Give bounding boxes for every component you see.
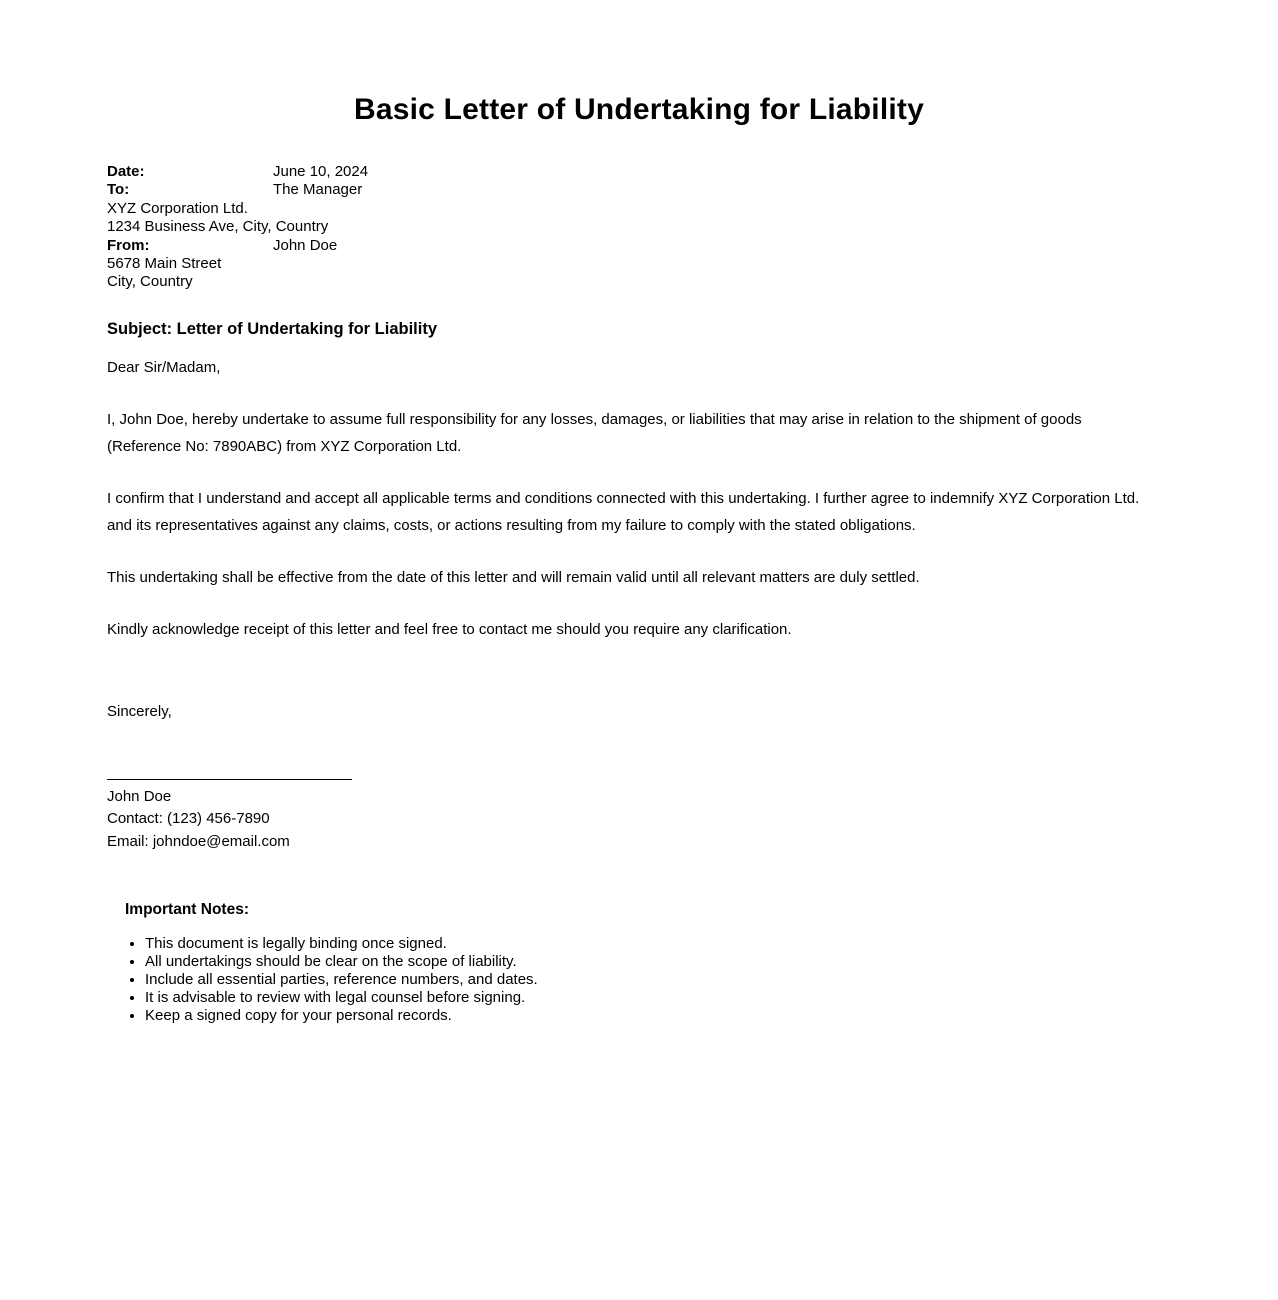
to-label: To: (107, 181, 130, 199)
document-title: Basic Letter of Undertaking for Liability (354, 93, 924, 126)
signature-block (107, 786, 1148, 854)
date-value: June 10, 2024 (273, 163, 369, 180)
note-item-signed-copy: • Keep a signed copy for your personal records. (145, 1007, 1148, 1025)
note-item-binding: • This document is legally binding once signed. (145, 935, 1148, 953)
note-item-parties: • Include all essential parties, reference numbers, and dates. (145, 971, 1148, 989)
recipient-company: XYZ Corporation Ltd. (107, 199, 248, 217)
paragraph-acknowledge: Kindly acknowledge receipt of this letter and feel free to contact me should you require any clarification. (107, 620, 792, 638)
letter-header-block (107, 163, 1148, 292)
signature-name: John Doe (107, 787, 172, 805)
header-line-to (107, 181, 1148, 199)
signature-email: Email: johndoe@email.com (107, 832, 290, 850)
subject-line: Subject: Letter of Undertaking for Liability (107, 319, 438, 338)
from-label: From: (107, 236, 150, 254)
paragraph-undertaking: I, John Doe, hereby undertake to assume full responsibility for any losses, damages, or liabilities that may arise in relation to the shipment of goods (Reference No: 7890ABC) from XYZ Corporation Ltd. (107, 410, 1082, 455)
paragraph-confirmation: I confirm that I understand and accept all applicable terms and conditions connected with this undertaking. I further agree to indemnify XYZ Corporation Ltd. and its representatives against any claims, costs, or actions resulting from my failure to comply with the stated obligations. (107, 489, 1140, 534)
from-value: John Doe (273, 236, 338, 254)
header-line-from (107, 237, 1148, 255)
signature-contact: Contact: (123) 456-7890 (107, 810, 270, 828)
paragraph-effective-date: This undertaking shall be effective from the date of this letter and will remain valid until all relevant matters are duly settled. (107, 568, 920, 586)
letter-body (0, 163, 1278, 1025)
signature-line (107, 779, 352, 780)
to-value: The Manager (273, 181, 363, 199)
notes-heading: Important Notes: (125, 901, 249, 919)
header-line-date (107, 163, 1148, 181)
date-label: Date: (107, 163, 145, 180)
notes-list (145, 935, 1148, 1025)
recipient-address: 1234 Business Ave, City, Country (107, 218, 329, 236)
salutation: Dear Sir/Madam, (107, 358, 221, 376)
sender-city: City, Country (107, 273, 193, 291)
note-item-legal-counsel: • It is advisable to review with legal counsel before signing. (145, 989, 1148, 1007)
sender-street: 5678 Main Street (107, 255, 222, 273)
note-item-scope: • All undertakings should be clear on the scope of liability. (145, 953, 1148, 971)
closing: Sincerely, (107, 702, 172, 720)
